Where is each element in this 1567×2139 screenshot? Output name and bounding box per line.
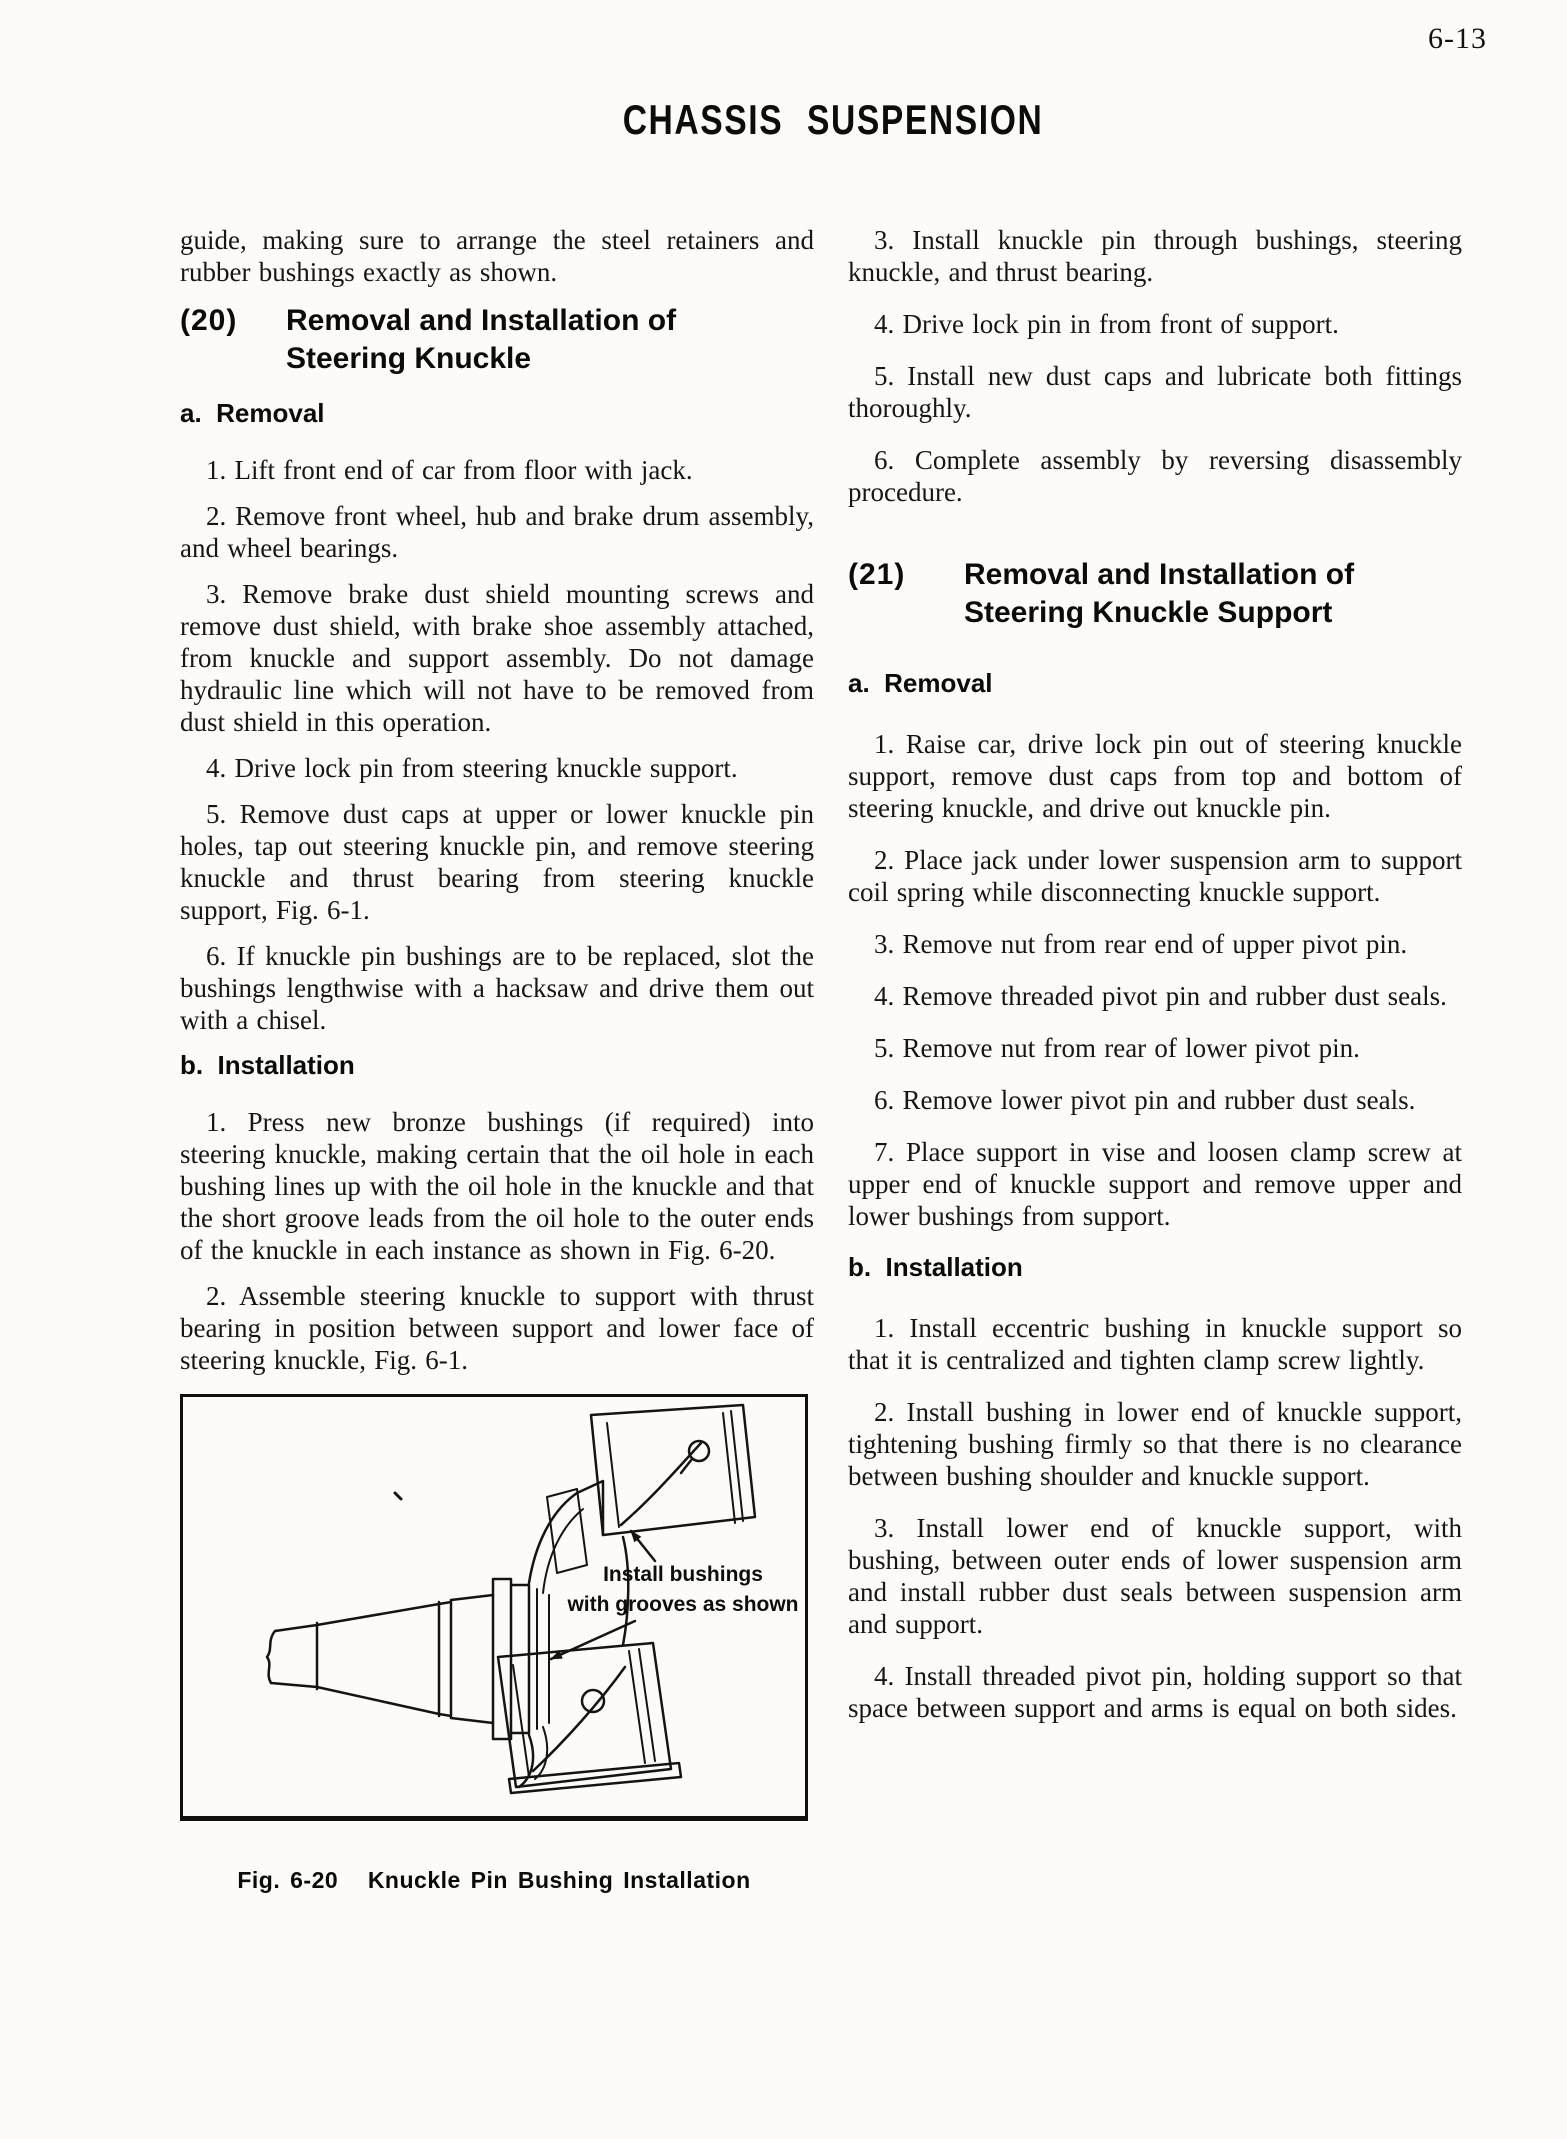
figure-caption: Fig. 6-20 Knuckle Pin Bushing Installation xyxy=(237,1867,751,1893)
section-21-title xyxy=(964,556,1462,632)
step-paragraph: 1. Lift front end of car from floor with jack. xyxy=(206,455,693,485)
step-paragraph: 7. Place support in vise and loosen clamp screw at upper end of knuckle support and remove upper and lower bushings from support. xyxy=(848,1137,1462,1231)
step-paragraph: 4. Drive lock pin from steering knuckle support. xyxy=(206,753,738,783)
step-paragraph: 3. Install lower end of knuckle support, with bushing, between outer ends of lower suspension arm and install rubber dust seals between suspension arm and support. xyxy=(848,1513,1462,1639)
section-21-installation-label: b. Installation xyxy=(848,1252,1023,1282)
section-20-removal-label: a. Removal xyxy=(180,398,325,428)
step-paragraph: 5. Remove nut from rear of lower pivot pin. xyxy=(874,1033,1360,1063)
figure-annotation-line-2: with grooves as shown xyxy=(567,1593,799,1616)
page-number: 6-13 xyxy=(1428,22,1487,55)
arrow-down-icon xyxy=(551,1621,635,1659)
figure-annotation-line-1: Install bushings xyxy=(603,1563,763,1586)
step-paragraph: 4. Install threaded pivot pin, holding support so that space between support and arms is equal on both sides. xyxy=(848,1661,1462,1723)
step-paragraph: 2. Install bushing in lower end of knuckle support, tightening bushing firmly so that there is no clearance between bushing shoulder and knuckle support. xyxy=(848,1397,1462,1491)
section-20-heading xyxy=(180,302,814,378)
step-paragraph: 1. Raise car, drive lock pin out of steering knuckle support, remove dust caps from top and bottom of steering knuckle, and drive out knuckle pin. xyxy=(848,729,1462,823)
intro-paragraph: guide, making sure to arrange the steel retainers and rubber bushings exactly as shown. xyxy=(180,225,814,287)
section-21-title-line-2: Steering Knuckle Support xyxy=(964,596,1333,629)
step-paragraph: 3. Remove brake dust shield mounting screws and remove dust shield, with brake shoe assembly attached, from knuckle and support assembly. Do not damage hydraulic line which will not have to be removed from dust shield in this operation. xyxy=(180,579,814,737)
step-paragraph: 3. Remove nut from rear end of upper pivot pin. xyxy=(874,929,1408,959)
step-paragraph: 2. Remove front wheel, hub and brake drum assembly, and wheel bearings. xyxy=(180,501,814,563)
step-paragraph: 5. Install new dust caps and lubricate both fittings thoroughly. xyxy=(848,361,1462,423)
step-paragraph: 3. Install knuckle pin through bushings, steering knuckle, and thrust bearing. xyxy=(848,225,1462,287)
page-title: CHASSIS SUSPENSION xyxy=(622,96,1044,143)
knuckle-illustration xyxy=(183,1397,805,1816)
step-paragraph: 4. Drive lock pin in from front of support. xyxy=(874,309,1339,339)
section-20-title-line-1: Removal and Installation of xyxy=(286,304,677,337)
section-21-heading xyxy=(848,556,1462,632)
figure-box xyxy=(180,1394,808,1821)
step-paragraph: 2. Place jack under lower suspension arm to support coil spring while disconnecting knuckle support. xyxy=(848,845,1462,907)
left-column xyxy=(180,224,814,1894)
scan-speck xyxy=(395,1493,401,1499)
step-paragraph: 1. Press new bronze bushings (if required) into steering knuckle, making certain that the oil hole in each bushing lines up with the oil hole in the knuckle and that the short groove leads from the oil hole to the outer ends of the knuckle in each instance as shown in Fig. 6-20. xyxy=(180,1107,814,1265)
step-paragraph: 5. Remove dust caps at upper or lower knuckle pin holes, tap out steering knuckle pin, and remove steering knuckle and thrust bearing from steering knuckle support, Fig. 6-1. xyxy=(180,799,814,925)
section-20-number: (20) xyxy=(180,304,238,337)
step-paragraph: 6. Complete assembly by reversing disassembly procedure. xyxy=(848,445,1462,507)
step-paragraph: 2. Assemble steering knuckle to support with thrust bearing in position between support and lower face of steering knuckle, Fig. 6-1. xyxy=(180,1281,814,1375)
step-paragraph: 6. If knuckle pin bushings are to be replaced, slot the bushings lengthwise with a hacksaw and drive them out with a chisel. xyxy=(180,941,814,1035)
section-20-title xyxy=(286,302,814,378)
step-paragraph: 4. Remove threaded pivot pin and rubber dust seals. xyxy=(874,981,1447,1011)
arrow-up-icon xyxy=(631,1531,655,1561)
section-20-installation-label: b. Installation xyxy=(180,1050,355,1080)
section-20-title-line-2: Steering Knuckle xyxy=(286,342,532,375)
section-21-number: (21) xyxy=(848,558,906,591)
section-21-removal-label: a. Removal xyxy=(848,668,993,698)
step-paragraph: 6. Remove lower pivot pin and rubber dust seals. xyxy=(874,1085,1416,1115)
right-column xyxy=(848,224,1462,1744)
section-21-title-line-1: Removal and Installation of xyxy=(964,558,1355,591)
step-paragraph: 1. Install eccentric bushing in knuckle support so that it is centralized and tighten clamp screw lightly. xyxy=(848,1313,1462,1375)
